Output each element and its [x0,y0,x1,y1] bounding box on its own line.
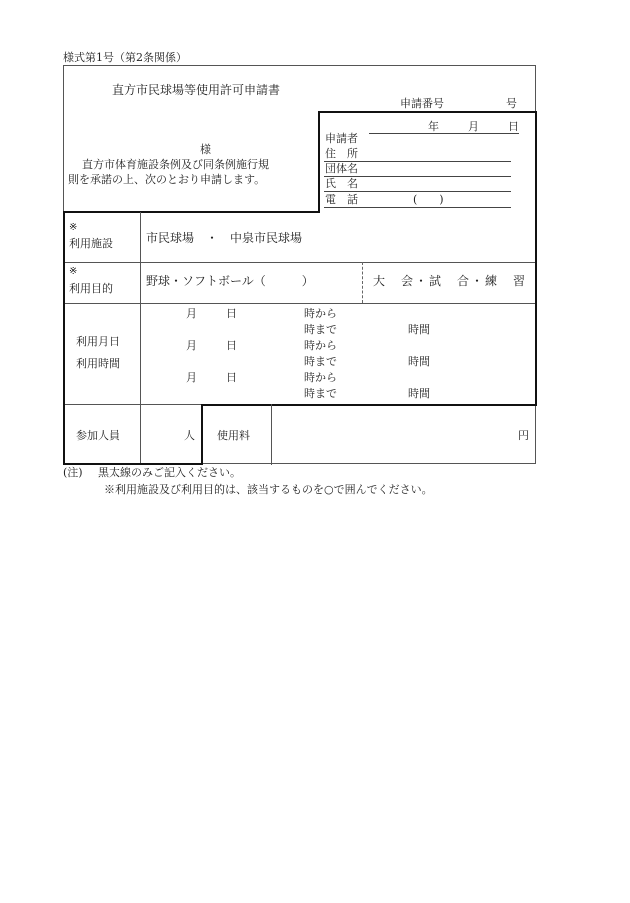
usage-day-3: 日 [226,371,237,384]
usage-until-2: 時まで [304,355,337,368]
applicant-box-left [318,111,320,211]
facility-bottom [64,262,537,263]
participants-divider [140,404,141,465]
addressee-line2: 則を承諾の上、次のとおり申請します。 [68,173,266,186]
usage-bottom-thick [202,404,537,406]
notes-line1: 黒太線のみご記入ください。 [98,466,241,479]
form-title: 直方市民球場等使用許可申請書 [112,83,281,97]
purpose-dashed-divider [362,262,363,303]
application-number-label: 申請番号 [400,97,444,110]
usage-day-1: 日 [226,307,237,320]
facility-options: 市民球場 ・ 中泉市民球場 [146,231,303,245]
purpose-divider [140,262,141,303]
usage-month-3: 月 [186,371,197,384]
usage-from-1: 時から [304,307,337,320]
purpose-bottom [64,303,537,304]
participants-label: 参加人員 [76,429,120,442]
thick-right-border [535,111,537,406]
notes-line2: ※利用施設及び利用目的は、該当するものを○で囲んでください。 [104,483,433,496]
usage-bottom-thin [64,404,202,405]
addressee-sama: 様 [200,143,211,156]
applicant-label: 申請者 [325,132,358,145]
usage-until-1: 時まで [304,323,337,336]
phone-line [324,207,511,208]
usage-month-2: 月 [186,339,197,352]
purpose-sports: 野球・ソフトボール（ ） [146,274,314,288]
date-year: 年 [428,120,439,133]
usage-divider [140,303,141,404]
applicant-phone-paren: ( ) [413,193,444,206]
participants-thick-right [201,404,203,465]
application-number-suffix: 号 [506,97,517,110]
application-form [63,65,536,464]
applicant-address-label: 住 所 [325,147,358,160]
usage-label-date: 利用月日 [76,335,120,348]
notes-prefix: (注) [63,466,83,479]
facility-divider [140,212,141,262]
usage-month-1: 月 [186,307,197,320]
addressee-line1: 直方市体育施設条例及び同条例施行規 [82,158,269,171]
form-number: 様式第1号（第2条関係） [63,51,187,64]
fee-label: 使用料 [217,429,250,442]
usage-until-3: 時まで [304,387,337,400]
usage-from-3: 時から [304,371,337,384]
facility-label: 利用施設 [69,237,113,250]
usage-hours-3: 時間 [408,387,430,400]
thick-left-border [63,211,65,465]
header-bottom-thick [64,211,320,213]
participants-unit: 人 [184,429,195,442]
usage-label-time: 利用時間 [76,357,120,370]
applicant-box-top [318,111,537,113]
date-month: 月 [468,120,479,133]
applicant-phone-label: 電 話 [325,193,358,206]
thick-bottom-left [63,463,203,465]
applicant-organization-label: 団体名 [325,162,358,175]
facility-mark: ※ [69,222,78,233]
purpose-label: 利用目的 [69,282,113,295]
usage-day-2: 日 [226,339,237,352]
purpose-mark: ※ [69,266,78,277]
date-underline [369,133,519,134]
date-day: 日 [508,120,519,133]
name-line [324,191,511,192]
usage-hours-1: 時間 [408,323,430,336]
applicant-name-label: 氏 名 [325,177,358,190]
fee-divider [271,404,272,465]
fee-unit: 円 [518,429,529,442]
usage-hours-2: 時間 [408,355,430,368]
usage-from-2: 時から [304,339,337,352]
purpose-types: 大 会・試 合・練 習 [373,274,528,288]
